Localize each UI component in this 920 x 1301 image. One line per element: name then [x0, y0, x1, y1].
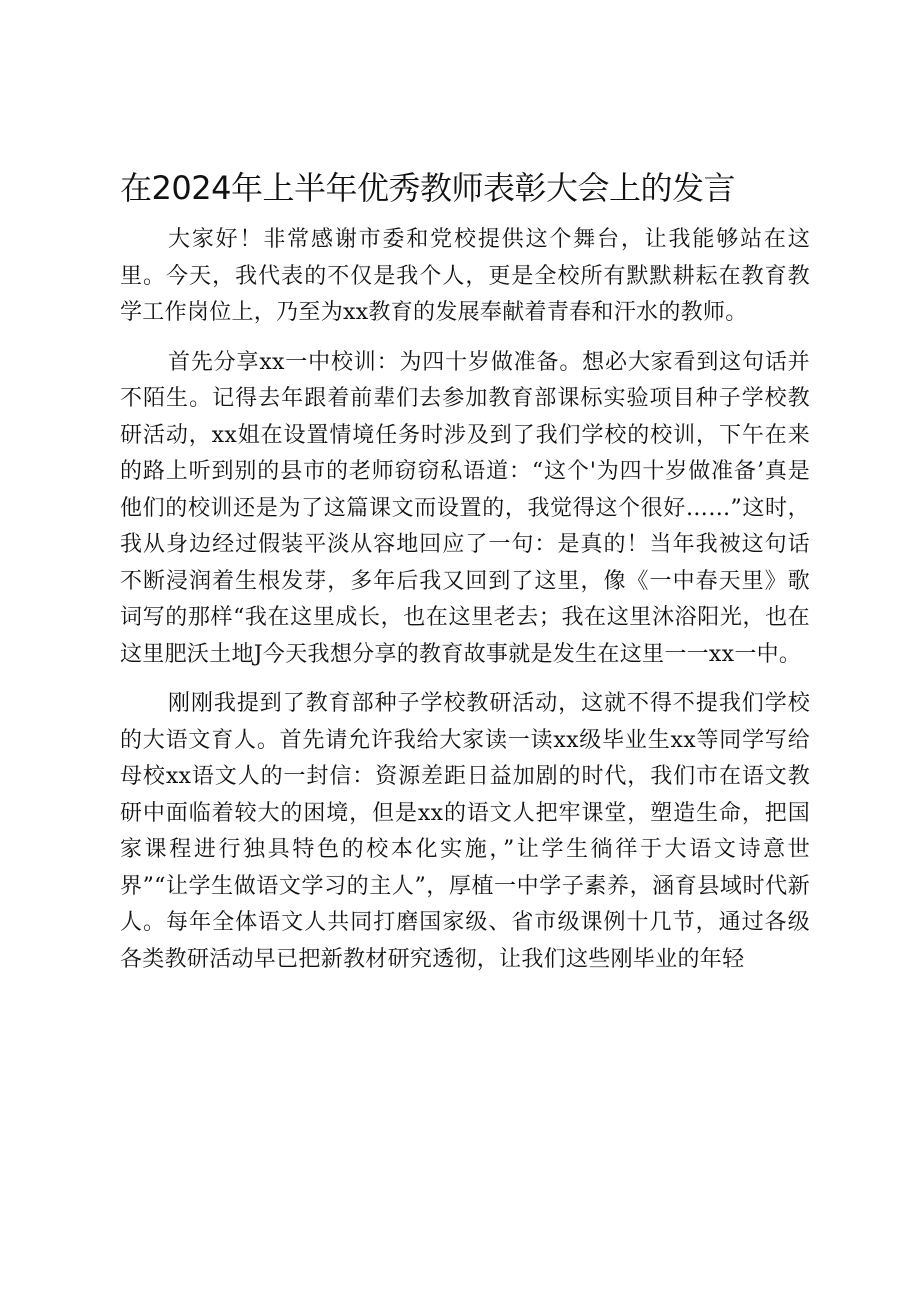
document-body: [120, 222, 810, 978]
document-title: 在2024年上半年优秀教师表彰大会上的发言: [120, 169, 735, 207]
paragraph-chinese-education: 刚刚我提到了教育部种子学校教研活动，这就不得不提我们学校的大语文育人。首先请允许我给大家读一读xx级毕业生xx等同学写给母校xx语文人的一封信：资源差距日益加剧的时代，我们市在语文教研中面临着较大的困境，但是xx的语文人把牢课堂，塑造生命，把国家课程进行独具特色的校本化实施，”让学生徜徉于大语文诗意世界”“让学生做语文学习的主人”，厚植一中学子素养，涵育县域时代新人。每年全体语文人共同打磨国家级、省市级课例十几节，通过各级各类教研活动早已把新教材研究透彻，让我们这些刚毕业的年轻: [120, 691, 810, 972]
paragraph-greeting: 大家好！非常感谢市委和党校提供这个舞台，让我能够站在这里。今天，我代表的不仅是我个人，更是全校所有默默耕耘在教育教学工作岗位上，乃至为xx教育的发展奉献着青春和汗水的教师。: [120, 227, 810, 325]
paragraph-school-motto: 首先分享xx一中校训：为四十岁做准备。想必大家看到这句话并不陌生。记得去年跟着前辈们去参加教育部课标实验项目种子学校教研活动，xx姐在设置情境任务时涉及到了我们学校的校训，下午在来的路上听到别的县市的老师窃窃私语道：“这个'为四十岁做准备’真是他们的校训还是为了这篇课文而设置的，我觉得这个很好……”这时，我从身边经过假装平淡从容地回应了一句：是真的！当年我被这句话不断浸润着生根发芽，多年后我又回到了这里，像《一中春天里》歌词写的那样“我在这里成长，也在这里老去；我在这里沐浴阳光，也在这里肥沃土地J今天我想分享的教育故事就是发生在这里一一xx一中。: [120, 349, 810, 667]
